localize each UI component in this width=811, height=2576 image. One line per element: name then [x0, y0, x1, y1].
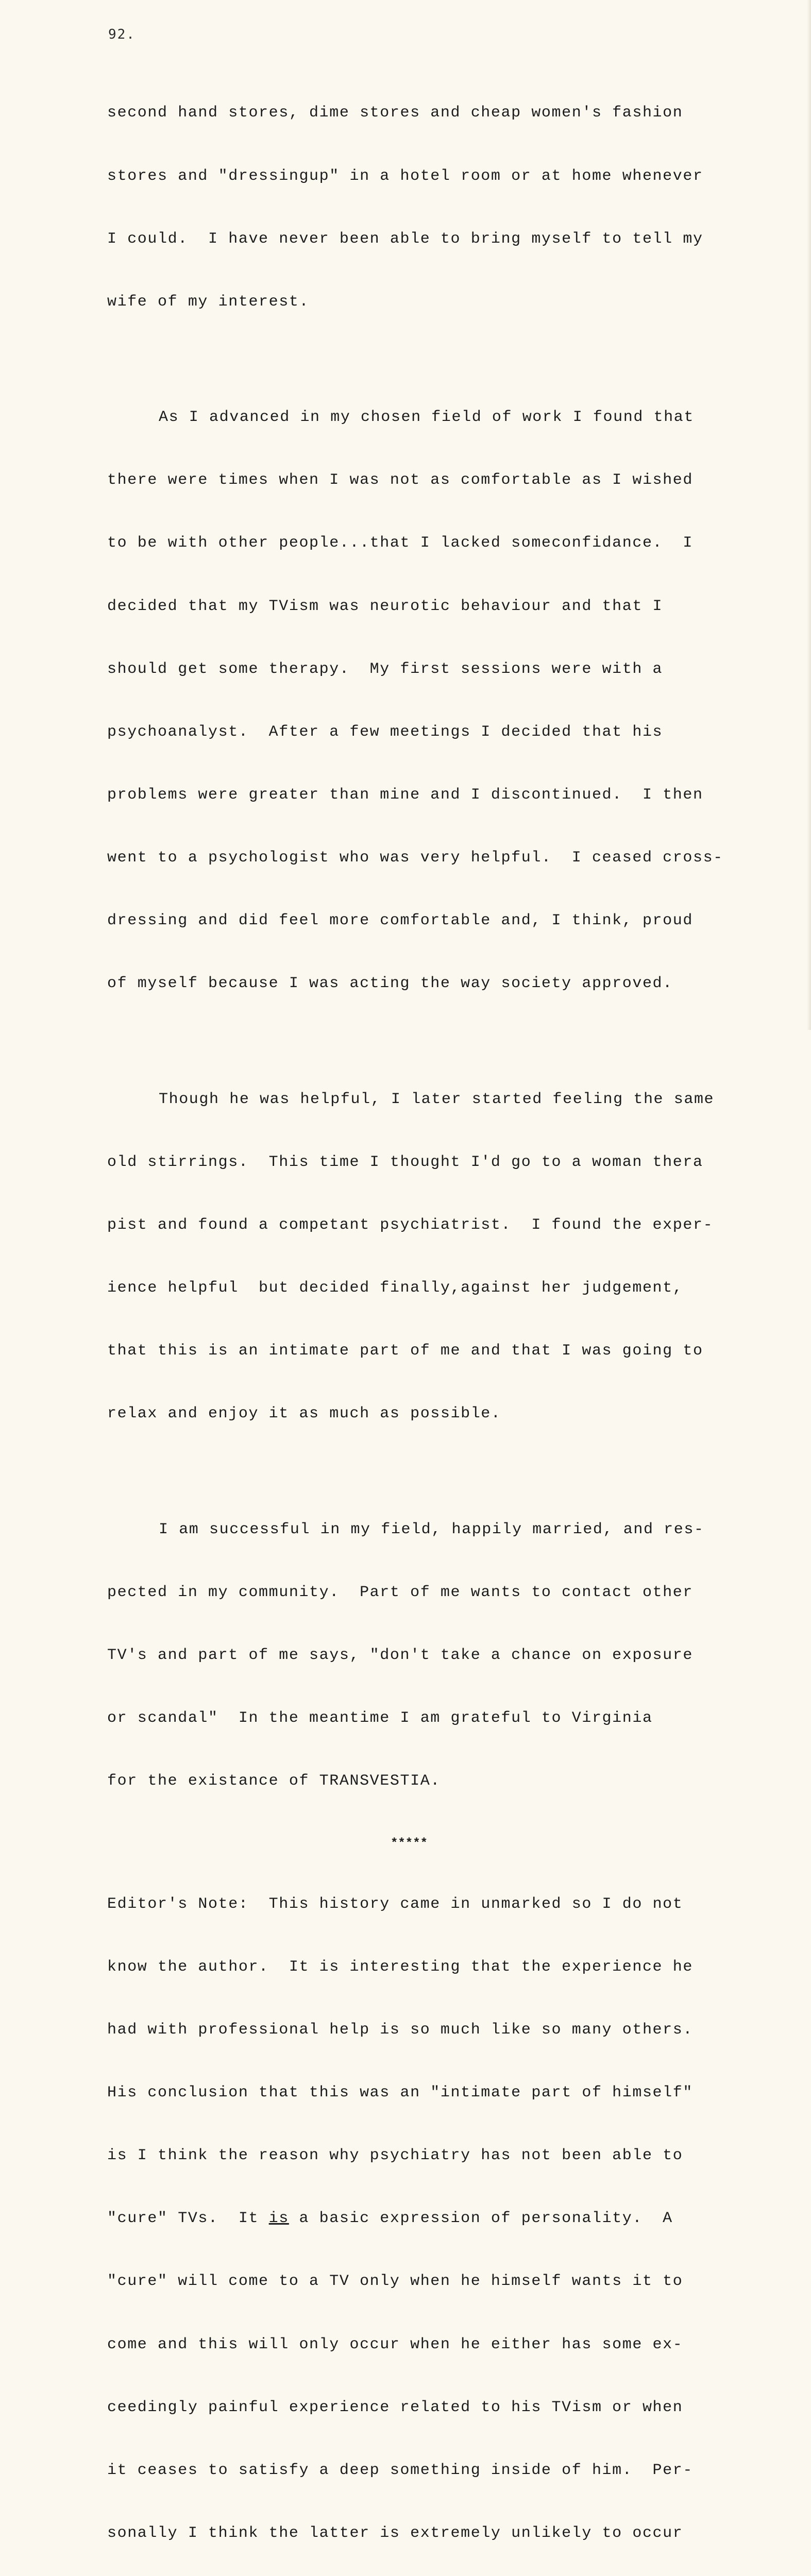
text-line: pected in my community. Part of me wants to contact other	[107, 1583, 693, 1601]
text-line: of myself because I was acting the way society approved.	[107, 975, 673, 993]
text-segment: a basic expression of personality. A	[289, 2210, 673, 2228]
editor-note-label: Editor's Note:	[107, 1895, 249, 1913]
text-line: problems were greater than mine and I discontinued. I then	[107, 786, 703, 804]
text-line: ience helpful but decided finally,against her judgement,	[107, 1279, 683, 1297]
text-line: or scandal" In the meantime I am grateful to Virginia	[107, 1709, 653, 1727]
editor-note	[107, 1852, 736, 2576]
text-line: relax and enjoy it as much as possible.	[107, 1405, 501, 1423]
text-line: for the existance of TRANSVESTIA.	[107, 1772, 441, 1790]
text-line: sonally I think the latter is extremely unlikely to occur	[107, 2524, 683, 2542]
paragraph-3	[107, 1047, 736, 1466]
text-line: stores and "dressingup" in a hotel room or at home whenever	[107, 167, 703, 185]
text-line: wife of my interest.	[107, 293, 310, 311]
section-separator: *****	[391, 1837, 428, 1851]
typed-text-body	[107, 61, 736, 2576]
text-line: psychoanalyst. After a few meetings I decided that his	[107, 723, 663, 741]
text-line: His conclusion that this was an "intimate part of himself"	[107, 2084, 693, 2102]
text-line: that this is an intimate part of me and that I was going to	[107, 1342, 703, 1360]
text-line: it ceases to satisfy a deep something inside of him. Per-	[107, 2461, 693, 2479]
underlined-word: is	[268, 2210, 289, 2228]
text-line: ceedingly painful experience related to his TVism or when	[107, 2398, 683, 2416]
page-number: 92.	[108, 27, 136, 42]
text-line	[107, 2208, 736, 2229]
text-line: know the author. It is interesting that the experience he	[107, 1958, 693, 1976]
text-line: come and this will only occur when he either has some ex-	[107, 2335, 683, 2353]
text-line: TV's and part of me says, "don't take a chance on exposure	[107, 1647, 693, 1665]
editor-note-first-line: This history came in unmarked so I do not	[248, 1895, 683, 1913]
text-line: second hand stores, dime stores and cheap women's fashion	[107, 104, 683, 122]
text-line: dressing and did feel more comfortable and, I think, proud	[107, 912, 693, 930]
paragraph-4	[107, 1477, 736, 1834]
text-line: old stirrings. This time I thought I'd go to a woman thera	[107, 1153, 703, 1171]
text-line: had with professional help is so much like so many others.	[107, 2021, 693, 2039]
page-edge-shadow	[807, 0, 811, 1030]
text-line: I am successful in my field, happily married, and res-	[159, 1520, 704, 1538]
text-segment: "cure" TVs. It	[107, 2210, 269, 2228]
text-line: pist and found a competant psychiatrist. I found the exper-	[107, 1216, 714, 1234]
text-line: "cure" will come to a TV only when he himself wants it to	[107, 2273, 683, 2291]
text-line: decided that my TVism was neurotic behaviour and that I	[107, 597, 663, 615]
text-line: there were times when I was not as comfortable as I wished	[107, 471, 693, 489]
text-line: Though he was helpful, I later started feeling the same	[159, 1090, 715, 1108]
text-line: went to a psychologist who was very helpful. I ceased cross-	[107, 849, 723, 867]
text-line	[107, 1894, 736, 1915]
text-line: I could. I have never been able to bring myself to tell my	[107, 230, 703, 248]
paragraph-2	[107, 365, 736, 1037]
text-line: should get some therapy. My first sessions were with a	[107, 660, 663, 678]
text-line: to be with other people...that I lacked someconfidance. I	[107, 534, 693, 552]
paragraph-1	[107, 61, 736, 354]
text-line: As I advanced in my chosen field of work I found that	[159, 409, 694, 427]
text-line: is I think the reason why psychiatry has not been able to	[107, 2147, 683, 2165]
